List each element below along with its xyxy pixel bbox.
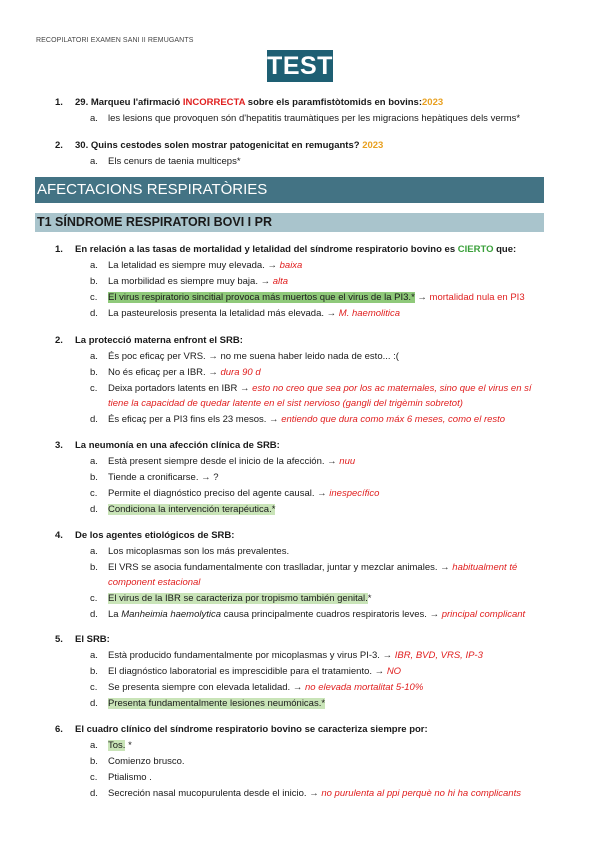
question-text: La protecció materna enfront el SRB:: [75, 335, 243, 346]
question-text: 30. Quins cestodes solen mostrar patogenicitat en remugants? 2023: [75, 140, 384, 151]
test-badge: TEST: [267, 52, 333, 80]
question-text: 29. Marqueu l'afirmació INCORRECTA sobre els paramfistòtomids en bovins:2023: [75, 97, 444, 108]
option-letter: a.: [90, 351, 98, 362]
option-text: Tos. *: [108, 740, 132, 751]
option-letter: b.: [90, 562, 98, 573]
question-text: De los agentes etiológicos de SRB:: [75, 530, 235, 541]
option-letter: a.: [90, 650, 98, 661]
option-letter: d.: [90, 308, 98, 319]
question-text: El SRB:: [75, 634, 110, 645]
option-letter: c.: [90, 292, 98, 303]
option-letter: d.: [90, 698, 98, 709]
option-text: Permite el diagnóstico preciso del agente causal. → inespecífico: [108, 488, 380, 499]
option-text: El diagnóstico laboratorial es imprescidible para el tratamiento. → NO: [108, 666, 402, 677]
option-letter: c.: [90, 772, 98, 783]
option-text: Condiciona la intervención terapéutica.*: [108, 504, 276, 515]
list-number: 6.: [55, 724, 63, 735]
option-text: És eficaç per a PI3 fins els 23 mesos. → entiendo que dura como máx 6 meses, como el resto: [108, 414, 506, 425]
option-text: les lesions que provoquen són d'hepatitis traumàtiques per les migracions hepàtiques dels verms*: [108, 113, 521, 124]
question-text: La neumonía en una afección clínica de SRB:: [75, 440, 280, 451]
question-text: En relación a las tasas de mortalidad y letalidad del síndrome respiratorio bovino es CIERTO que:: [75, 244, 517, 255]
document-header-note: RECOPILATORI EXAMEN SANI II REMUGANTS: [36, 37, 194, 44]
option-text: La morbilidad es siempre muy baja. → alta: [108, 276, 289, 287]
option-letter: a.: [90, 113, 98, 124]
option-letter: b.: [90, 756, 98, 767]
list-number: 1.: [55, 97, 63, 108]
option-text: El virus respiratorio sincitial provoca más muertos que el virus de la PI3.* → mortalidad nula en PI3: [108, 292, 525, 303]
option-text-continued: component estacional: [108, 577, 201, 588]
option-text: Secreción nasal mucopurulenta desde el inicio. → no purulenta al ppi perquè no hi ha complicants: [108, 788, 521, 799]
option-letter: d.: [90, 609, 98, 620]
option-text: Presenta fundamentalmente lesiones neumónicas.*: [108, 698, 326, 709]
list-number: 5.: [55, 634, 63, 645]
option-letter: c.: [90, 593, 98, 604]
option-text: Ptialismo .: [108, 772, 152, 783]
option-text: Deixa portadors latents en IBR → esto no creo que sea por los ac maternales, sino que el virus en sí: [108, 383, 532, 394]
list-number: 1.: [55, 244, 63, 255]
list-number: 2.: [55, 335, 63, 346]
subsection-heading: T1 SÍNDROME RESPIRATORI BOVI I PR: [35, 213, 544, 232]
list-number: 4.: [55, 530, 63, 541]
option-text: La letalidad es siempre muy elevada. → baixa: [108, 260, 303, 271]
option-letter: b.: [90, 666, 98, 677]
option-letter: c.: [90, 488, 98, 499]
option-letter: b.: [90, 276, 98, 287]
option-text: La Manheimia haemolytica causa principalmente cuadros respiratoris leves. → principal complicant: [108, 609, 526, 620]
option-letter: d.: [90, 414, 98, 425]
option-text: El virus de la IBR se caracteriza por tropismo también genital.*: [108, 593, 372, 604]
option-letter: c.: [90, 682, 98, 693]
option-text-continued: tiene la capacidad de quedar latente en el sist nervioso (gangli del trigèmin sobretot): [108, 398, 463, 409]
question-text: El cuadro clínico del síndrome respiratorio bovino se caracteriza siempre por:: [75, 724, 428, 735]
option-text: Se presenta siempre con elevada letalidad. → no elevada mortalitat 5-10%: [108, 682, 424, 693]
option-letter: a.: [90, 260, 98, 271]
option-text: La pasteurelosis presenta la letalidad más elevada. → M. haemolitica: [108, 308, 401, 319]
option-text: Tiende a cronificarse. → ?: [108, 472, 219, 483]
option-text: El VRS se asocia fundamentalmente con traslladar, juntar y mezclar animales. → habitualment té: [108, 562, 518, 573]
option-text: No és eficaç per a IBR. → dura 90 d: [108, 367, 261, 378]
option-text: Està producido fundamentalmente por micoplasmas y virus PI-3. → IBR, BVD, VRS, IP-3: [108, 650, 483, 661]
option-text: Els cenurs de taenia multiceps*: [108, 156, 241, 167]
option-letter: a.: [90, 546, 98, 557]
option-letter: c.: [90, 383, 98, 394]
list-number: 3.: [55, 440, 63, 451]
list-number: 2.: [55, 140, 63, 151]
option-letter: a.: [90, 740, 98, 751]
option-letter: d.: [90, 788, 98, 799]
option-letter: d.: [90, 504, 98, 515]
option-text: Comienzo brusco.: [108, 756, 185, 767]
option-letter: b.: [90, 472, 98, 483]
option-letter: a.: [90, 456, 98, 467]
option-text: Los micoplasmas son los más prevalentes.: [108, 546, 290, 557]
option-letter: a.: [90, 156, 98, 167]
section-heading: AFECTACIONS RESPIRATÒRIES: [35, 177, 544, 203]
option-text: Està present siempre desde el inicio de la afección. → nuu: [108, 456, 356, 467]
option-text: És poc eficaç per VRS. → no me suena haber leido nada de esto... :(: [108, 351, 399, 362]
option-letter: b.: [90, 367, 98, 378]
